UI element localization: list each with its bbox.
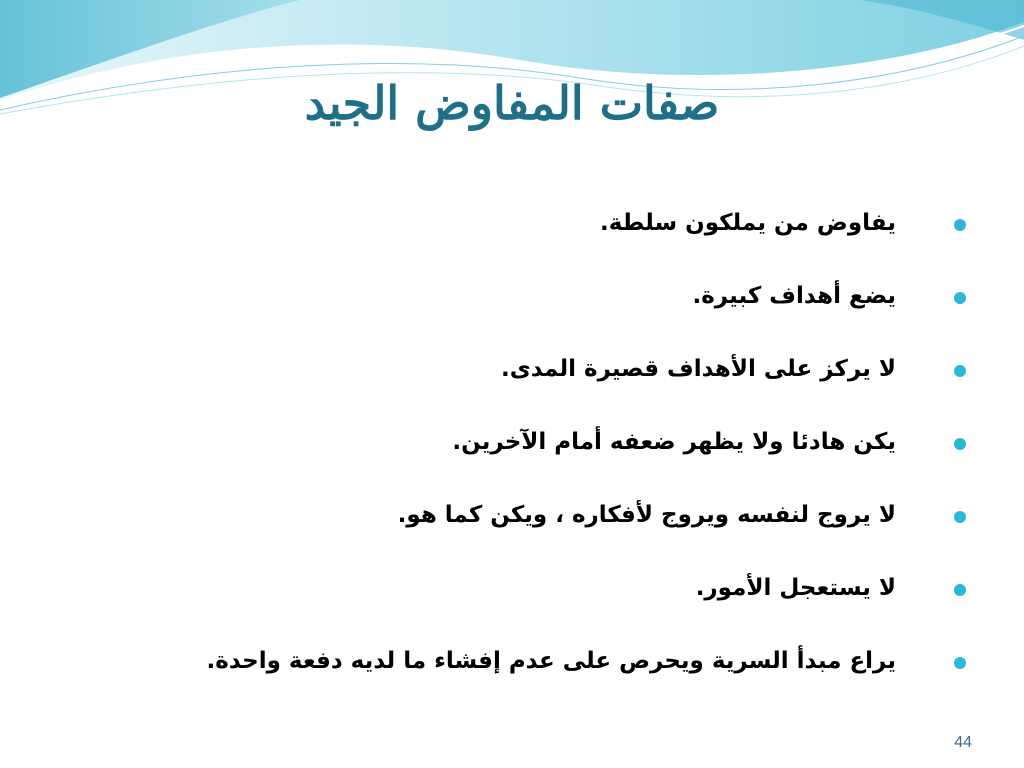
bullet-dot-icon bbox=[954, 511, 966, 523]
bullet-dot-icon bbox=[954, 657, 966, 669]
bullet-text: يكن هادئا ولا يظهر ضعفه أمام الآخرين. bbox=[452, 428, 896, 455]
list-item bbox=[106, 624, 966, 697]
bullet-dot-icon bbox=[954, 219, 966, 231]
bullet-dot-icon bbox=[954, 292, 966, 304]
list-item bbox=[106, 259, 966, 332]
list-item bbox=[106, 332, 966, 405]
slide-title: صفات المفاوض الجيد bbox=[304, 76, 720, 130]
list-item bbox=[106, 551, 966, 624]
bullet-text: لا يركز على الأهداف قصيرة المدى. bbox=[500, 355, 896, 382]
list-item bbox=[106, 478, 966, 551]
bullet-text: يفاوض من يملكون سلطة. bbox=[600, 209, 896, 236]
list-item bbox=[106, 186, 966, 259]
bullet-list bbox=[106, 186, 966, 697]
bullet-text: لا يروج لنفسه ويروج لأفكاره ، ويكن كما هو. bbox=[397, 501, 896, 528]
bullet-dot-icon bbox=[954, 584, 966, 596]
bullet-text: يضع أهداف كبيرة. bbox=[692, 282, 896, 309]
bullet-text: لا يستعجل الأمور. bbox=[695, 574, 896, 601]
bullet-dot-icon bbox=[954, 438, 966, 450]
list-item bbox=[106, 405, 966, 478]
bullet-text: يراع مبدأ السرية ويحرص على عدم إفشاء ما لديه دفعة واحدة. bbox=[206, 647, 896, 674]
page-number: 44 bbox=[954, 734, 972, 751]
bullet-dot-icon bbox=[954, 365, 966, 377]
